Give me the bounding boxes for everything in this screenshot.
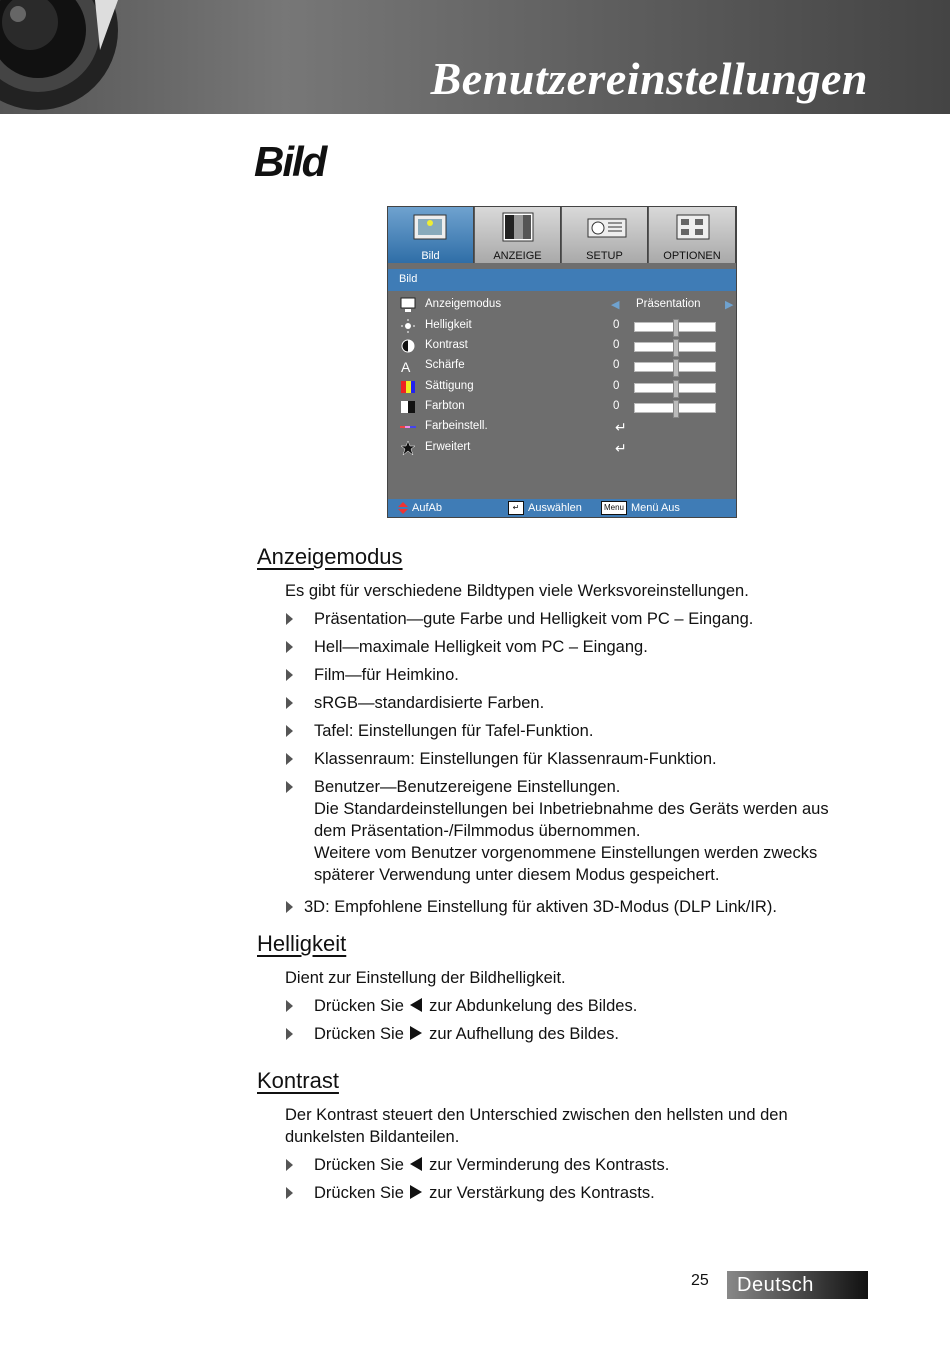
list-item-text: Präsentation—gute Farbe und Helligkeit vom PC – Eingang. [314, 610, 754, 628]
heading-kontrast: Kontrast [257, 1068, 339, 1093]
slider-knob[interactable] [673, 339, 679, 357]
menu-exit-hint: Menü Aus [631, 502, 680, 514]
list-item [314, 636, 648, 658]
bullet-arrow-icon [286, 1159, 293, 1171]
left-arrow-icon [410, 998, 422, 1012]
slider-knob[interactable] [673, 380, 679, 398]
row-label: Schärfe [425, 359, 465, 371]
tab-label: Bild [421, 250, 440, 262]
list-item-text: zur Aufhellung des Bildes. [429, 1025, 619, 1043]
row-label: Farbton [425, 400, 465, 412]
list-item [314, 692, 544, 714]
list-item [314, 1154, 669, 1176]
benutzer-note-line: dem Präsentation-/Filmmodus übernommen. [314, 822, 641, 840]
anzeigemodus-intro: Es gibt für verschiedene Bildtypen viele Werksvoreinstellungen. [285, 582, 749, 600]
osd-row-farbeinstell[interactable] [398, 418, 728, 436]
row-value: 0 [613, 339, 620, 351]
list-item-text: Benutzer—Benutzereigene Einstellungen. [314, 778, 621, 796]
row-label: Anzeigemodus [425, 298, 502, 310]
right-arrow-icon[interactable]: ▶ [725, 299, 734, 311]
bullet-arrow-icon [286, 697, 293, 709]
bullet-arrow-icon [286, 669, 293, 681]
list-item-text: zur Abdunkelung des Bildes. [429, 997, 638, 1015]
list-item [314, 608, 753, 630]
page-number: 25 [691, 1272, 709, 1289]
list-item [314, 995, 637, 1017]
contrast-slider[interactable] [634, 342, 716, 352]
header-band [0, 0, 950, 114]
list-item-text: Drücken Sie [314, 1025, 404, 1043]
row-value: 0 [613, 380, 620, 392]
bullet-arrow-icon [286, 901, 293, 913]
row-label: Kontrast [425, 339, 468, 351]
options-icon [673, 211, 717, 243]
list-item-text: 3D: Empfohlene Einstellung für aktiven 3D-Modus (DLP Link/IR). [304, 898, 777, 916]
list-item [314, 1182, 655, 1204]
bullet-arrow-icon [286, 753, 293, 765]
osd-submenu-title [388, 269, 736, 291]
bullet-arrow-icon [286, 725, 293, 737]
monitor-icon [400, 297, 416, 313]
projector-icon [586, 211, 630, 243]
benutzer-note-line: Weitere vom Benutzer vorgenommene Einstellungen werden zwecks [314, 844, 818, 862]
list-item [304, 896, 777, 918]
list-item [314, 748, 717, 770]
row-value: 0 [613, 319, 620, 331]
language-badge [727, 1271, 868, 1299]
slider-knob[interactable] [673, 400, 679, 418]
right-arrow-icon [410, 1185, 422, 1199]
projector-lens-icon [0, 0, 120, 114]
kontrast-intro-line: Der Kontrast steuert den Unterschied zwischen den hellsten und den [285, 1106, 788, 1124]
osd-menu [387, 206, 737, 518]
osd-row-anzeigemodus[interactable] [398, 296, 734, 314]
slider-knob[interactable] [673, 319, 679, 337]
heading-helligkeit: Helligkeit [257, 931, 347, 956]
brightness-slider[interactable] [634, 322, 716, 332]
benutzer-note-line: späterer Verwendung unter diesem Modus gespeichert. [314, 866, 720, 884]
kontrast-intro-line: dunkelsten Bildanteilen. [285, 1128, 460, 1146]
advanced-icon [400, 440, 416, 456]
header-title: Benutzereinstellungen [430, 53, 868, 104]
list-item-text: zur Verminderung des Kontrasts. [429, 1156, 670, 1174]
osd-row-saettigung[interactable] [398, 378, 728, 396]
sharpness-slider[interactable] [634, 362, 716, 372]
list-item-text: sRGB—standardisierte Farben. [314, 694, 545, 712]
helligkeit-intro: Dient zur Einstellung der Bildhelligkeit. [285, 969, 566, 987]
row-value: 0 [613, 400, 620, 412]
row-label: Sättigung [425, 380, 474, 392]
saturation-slider[interactable] [634, 383, 716, 393]
list-item-text: zur Verstärkung des Kontrasts. [429, 1184, 655, 1202]
display-icon [499, 211, 537, 243]
tab-optionen[interactable] [649, 207, 736, 263]
tab-label: SETUP [586, 250, 623, 262]
left-arrow-icon[interactable]: ◀ [611, 299, 620, 311]
benutzer-note-line: Die Standardeinstellungen bei Inbetriebnahme des Geräts werden aus [314, 800, 829, 818]
sharpness-icon [400, 358, 416, 374]
osd-footer [388, 499, 736, 517]
select-hint: Auswählen [528, 502, 582, 514]
picture-icon [412, 211, 450, 243]
list-item-text: Tafel: Einstellungen für Tafel-Funktion. [314, 722, 594, 740]
list-item-text: Drücken Sie [314, 997, 404, 1015]
tab-label: ANZEIGE [493, 250, 542, 262]
list-item-text: Film—für Heimkino. [314, 666, 459, 684]
list-item-text: Hell—maximale Helligkeit vom PC – Eingang. [314, 638, 648, 656]
language-label: Deutsch [737, 1274, 814, 1296]
list-item [314, 776, 620, 798]
sun-icon [400, 318, 416, 334]
bullet-arrow-icon [286, 641, 293, 653]
bullet-arrow-icon [286, 1028, 293, 1040]
bullet-arrow-icon [286, 1187, 293, 1199]
row-value: Präsentation [636, 298, 701, 310]
bullet-arrow-icon [286, 781, 293, 793]
enter-icon[interactable]: ↵ [615, 440, 627, 456]
tab-bild[interactable] [388, 207, 474, 263]
submenu-title-text: Bild [399, 273, 418, 285]
updown-hint: AufAb [412, 502, 442, 514]
row-value: 0 [613, 359, 620, 371]
menu-key-icon: Menu [601, 501, 627, 515]
list-item-text: Drücken Sie [314, 1156, 404, 1174]
right-arrow-icon [410, 1026, 422, 1040]
osd-row-farbton[interactable] [398, 398, 728, 416]
contrast-icon [400, 338, 416, 354]
left-arrow-icon [410, 1157, 422, 1171]
bullet-arrow-icon [286, 1000, 293, 1012]
osd-tab-bar [388, 207, 736, 263]
osd-row-schaerfe[interactable] [398, 357, 728, 375]
updown-arrow-icon [397, 502, 409, 514]
svg-text:A: A [401, 359, 411, 374]
saturation-icon [400, 379, 416, 395]
osd-row-kontrast[interactable] [398, 337, 728, 355]
list-item-text: Klassenraum: Einstellungen für Klassenraum-Funktion. [314, 750, 717, 768]
tab-label: OPTIONEN [663, 250, 721, 262]
tint-icon [400, 399, 416, 415]
osd-row-helligkeit[interactable] [398, 317, 728, 335]
slider-knob[interactable] [673, 359, 679, 377]
tab-anzeige[interactable] [475, 207, 561, 263]
enter-key-icon: ↵ [508, 501, 524, 515]
row-label: Helligkeit [425, 319, 472, 331]
list-item [314, 664, 459, 686]
tab-setup[interactable] [562, 207, 648, 263]
color-settings-icon [400, 419, 416, 435]
tint-slider[interactable] [634, 403, 716, 413]
list-item-text: Drücken Sie [314, 1184, 404, 1202]
row-label: Erweitert [425, 441, 471, 453]
osd-row-erweitert[interactable] [398, 439, 728, 457]
list-item [314, 720, 593, 742]
bullet-arrow-icon [286, 613, 293, 625]
row-label: Farbeinstell. [425, 420, 488, 432]
heading-anzeigemodus: Anzeigemodus [257, 544, 403, 569]
page-title: Bild [254, 138, 326, 185]
list-item [314, 1023, 619, 1045]
enter-icon[interactable]: ↵ [615, 419, 627, 435]
